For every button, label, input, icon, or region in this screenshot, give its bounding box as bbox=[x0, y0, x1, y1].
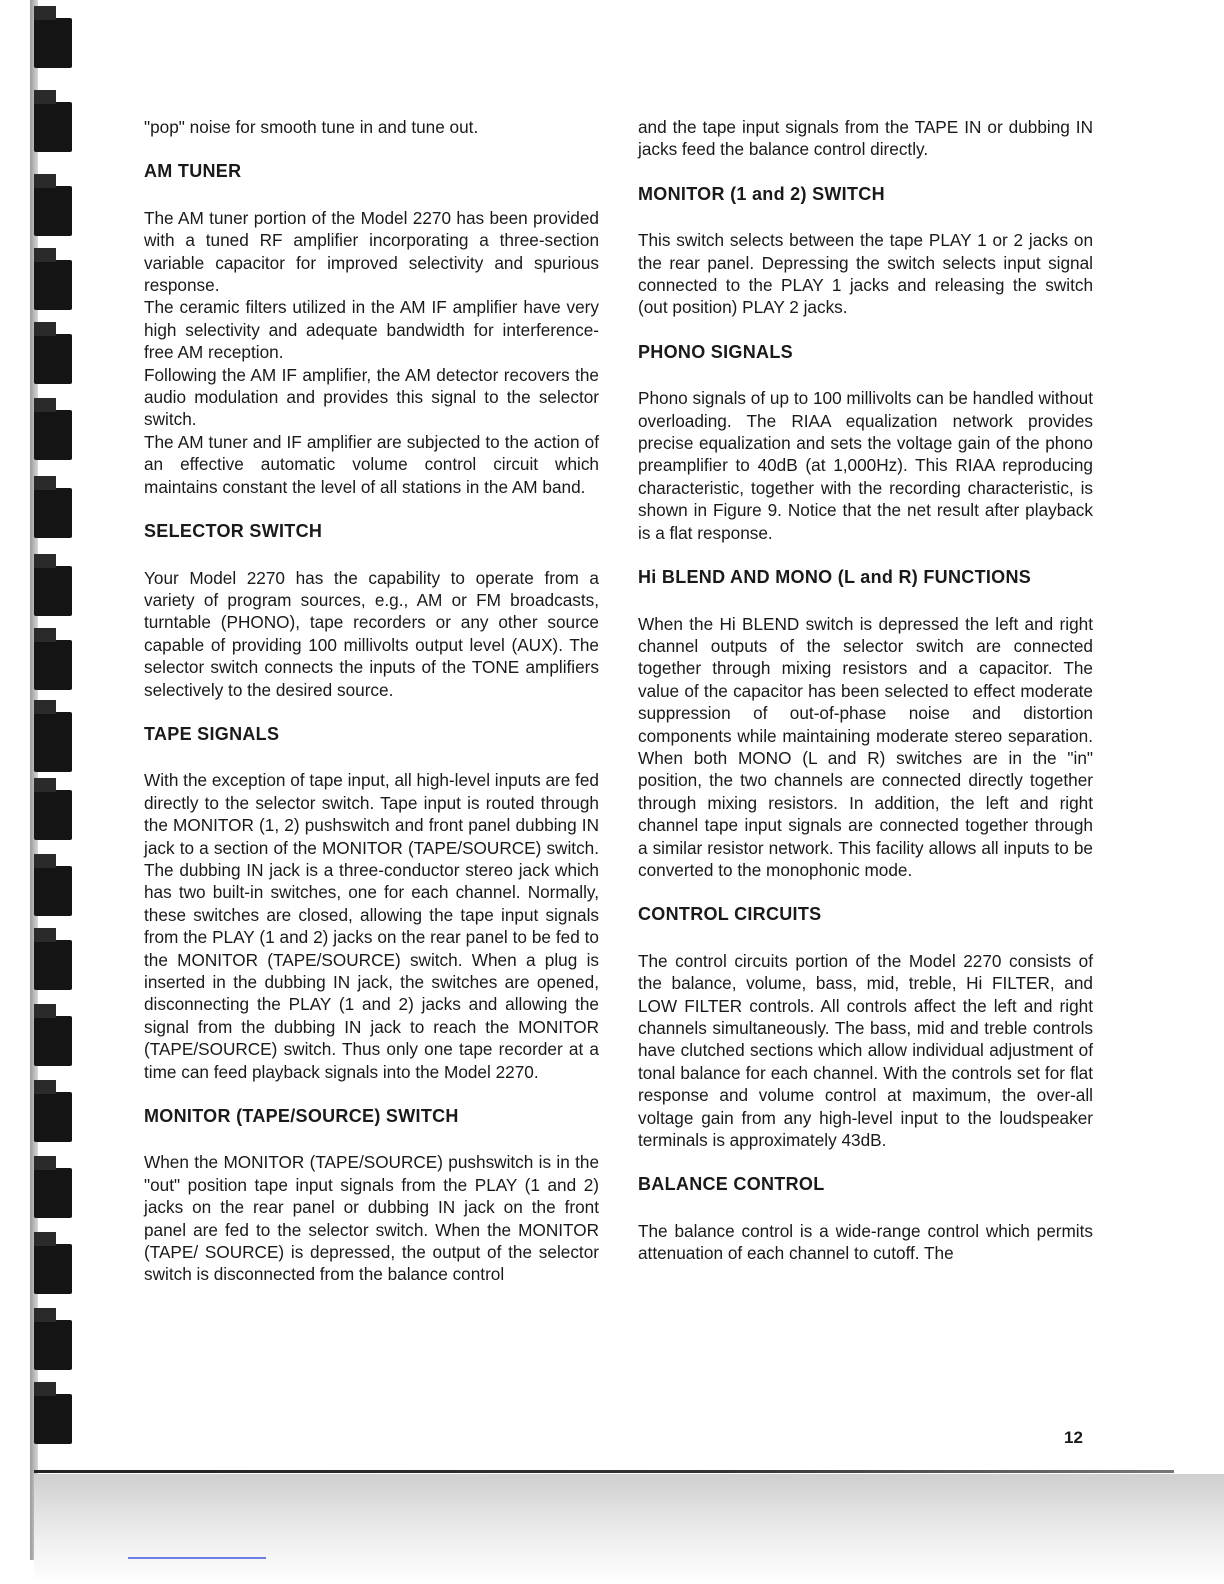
paragraph: With the exception of tape input, all high-level inputs are fed directly to the selector switch. Tape input is routed through the MONITOR (1, 2) pushswitch and front panel dubbing IN jack to a section of the MONITOR (TAPE/SOURCE) switch. The dubbing IN jack is a three-conductor stereo jack which has two built-in switches, one for each channel. Normally, these switches are closed, allowing the tape input signals from the PLAY (1 and 2) jacks on the rear panel to be fed to the MONITOR (TAPE/SOURCE) switch. When a plug is inserted in the dubbing IN jack, the switches are opened, disconnecting the PLAY (1 and 2) jacks and allowing the signal from the dubbing IN jack to reach the MONITOR (TAPE/SOURCE) switch. Thus only one tape recorder at a time can feed playback signals into the Model 2270. bbox=[144, 770, 599, 1082]
section-heading-monitor-tape-source: MONITOR (TAPE/SOURCE) SWITCH bbox=[144, 1106, 459, 1127]
binding-hole bbox=[34, 488, 72, 538]
right-column bbox=[638, 116, 1093, 1287]
intro-text: "pop" noise for smooth tune in and tune out. bbox=[144, 117, 479, 137]
binding-hole bbox=[34, 1168, 72, 1218]
section-heading-control-circuits: CONTROL CIRCUITS bbox=[638, 904, 822, 925]
paragraph: The ceramic filters utilized in the AM IF amplifier have very high selectivity and adequate bandwidth for interference-free AM reception. bbox=[144, 297, 599, 363]
paragraph: The balance control is a wide-range control which permits attenuation of each channel to cutoff. The bbox=[638, 1220, 1093, 1264]
binding-hole bbox=[34, 640, 72, 690]
binding-hole bbox=[34, 260, 72, 310]
binding-hole bbox=[34, 186, 72, 236]
binding-hole bbox=[34, 790, 72, 840]
paragraph: When the Hi BLEND switch is depressed the left and right channel outputs of the selector switch are connected together through mixing resistors and a capacitor. The value of the capacitor has been selected to effect moderate suppression of out-of-phase noise and distortion components while maintaining moderate stereo separation. When both MONO (L and R) switches are in the "in" position, the two channels are connected directly together through mixing resistors. In addition, the left and right channel tape input signals are connected together through a similar resistor network. This facility allows all inputs to be converted to the monophonic mode. bbox=[638, 613, 1093, 880]
binding-hole bbox=[34, 712, 72, 772]
paragraph: Your Model 2270 has the capability to operate from a variety of program sources, e.g., AM or FM broadcasts, turntable (PHONO), tape recorders or any other source capable of providing 100 millivolts output level (AUX). The selector switch connects the inputs of the TONE amplifiers selectively to the desired source. bbox=[144, 567, 599, 700]
left-column bbox=[144, 116, 599, 1308]
binding-hole bbox=[34, 334, 72, 384]
section-heading-phono-signals: PHONO SIGNALS bbox=[638, 341, 793, 362]
section-heading-am-tuner: AM TUNER bbox=[144, 161, 242, 182]
page-edge-shadow bbox=[34, 1474, 1224, 1584]
link-underline bbox=[128, 1557, 266, 1559]
bottom-rule bbox=[34, 1470, 1174, 1473]
paragraph: The AM tuner portion of the Model 2270 has been provided with a tuned RF amplifier incorporating a three-section variable capacitor for improved selectivity and spurious response. bbox=[144, 207, 599, 296]
binding-hole bbox=[34, 940, 72, 990]
paragraph: The control circuits portion of the Model 2270 consists of the balance, volume, bass, mid, treble, Hi FILTER, and LOW FILTER controls. All controls affect the left and right channels simultaneously. The bass, mid and treble controls have clutched sections which allow individual adjustment of tonal balance for each channel. With the controls set for flat response and volume control at maximum, the over-all voltage gain from any high-level input to the loudspeaker terminals is approximately 43dB. bbox=[638, 950, 1093, 1151]
section-heading-hi-blend: Hi BLEND AND MONO (L and R) FUNCTIONS bbox=[638, 567, 1032, 588]
paragraph: The AM tuner and IF amplifier are subjected to the action of an effective automatic volume control circuit which maintains constant the level of all stations in the AM band. bbox=[144, 431, 599, 497]
section-heading-tape-signals: TAPE SIGNALS bbox=[144, 723, 280, 744]
paragraph: When the MONITOR (TAPE/SOURCE) pushswitch is in the "out" position tape input signals from the PLAY (1 and 2) jacks on the rear panel or dubbing IN jack on the front panel are fed to the selector switch. When the MONITOR (TAPE/ SOURCE) is depressed, the output of the selector switch is disconnected from the balance control bbox=[144, 1152, 599, 1285]
binding-hole bbox=[34, 1244, 72, 1294]
section-heading-selector-switch: SELECTOR SWITCH bbox=[144, 521, 323, 542]
page-number: 12 bbox=[1064, 1428, 1083, 1447]
binding-hole bbox=[34, 1016, 72, 1066]
binding-hole bbox=[34, 410, 72, 460]
paragraph: This switch selects between the tape PLAY 1 or 2 jacks on the rear panel. Depressing the switch selects input signal connected to the PLAY 1 jacks and releasing the switch (out position) PLAY 2 jacks. bbox=[638, 230, 1093, 318]
paragraph: Following the AM IF amplifier, the AM detector recovers the audio modulation and provides this signal to the selector switch. bbox=[144, 364, 599, 430]
section-heading-balance-control: BALANCE CONTROL bbox=[638, 1174, 825, 1195]
binding-hole bbox=[34, 1092, 72, 1142]
binding-hole bbox=[34, 866, 72, 916]
binding-hole bbox=[34, 1320, 72, 1370]
paragraph: Phono signals of up to 100 millivolts can be handled without overloading. The RIAA equalization network provides precise equalization and sets the voltage gain of the phono preamplifier to 40dB (at 1,000Hz). This RIAA reproducing characteristic, together with the recording characteristic, is shown in Figure 9. Notice that the net result after playback is a flat response. bbox=[638, 388, 1093, 543]
spiral-binding bbox=[0, 0, 80, 1480]
continuation-text: and the tape input signals from the TAPE IN or dubbing IN jacks feed the balance control directly. bbox=[638, 117, 1093, 160]
binding-hole bbox=[34, 1394, 72, 1444]
binding-hole bbox=[34, 18, 72, 68]
binding-hole bbox=[34, 102, 72, 152]
section-heading-monitor-1-2: MONITOR (1 and 2) SWITCH bbox=[638, 183, 885, 204]
binding-hole bbox=[34, 566, 72, 616]
